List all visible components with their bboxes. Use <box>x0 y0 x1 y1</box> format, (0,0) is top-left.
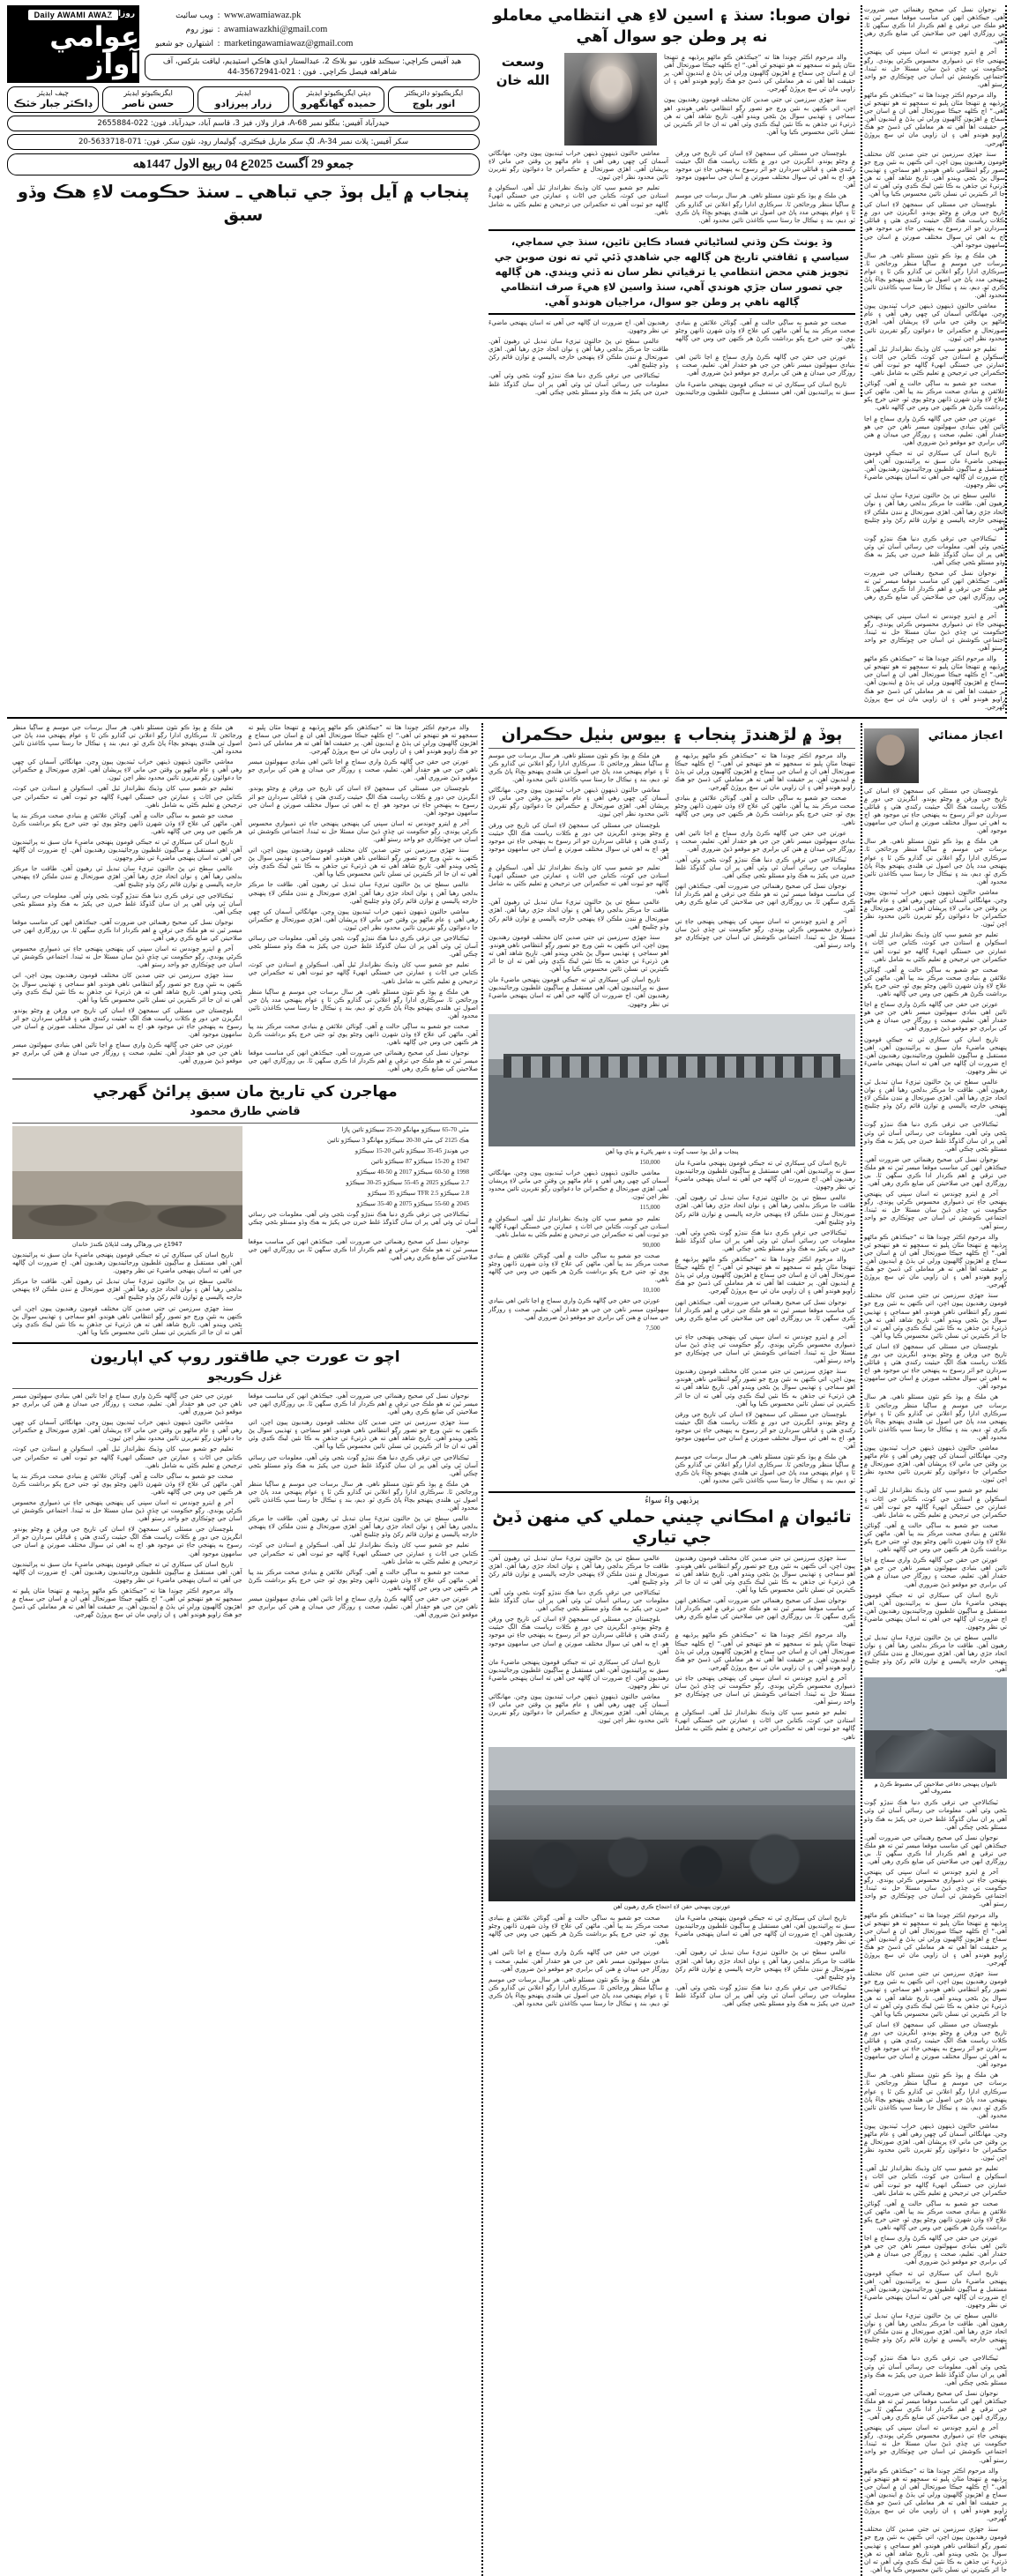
flood-photo <box>488 1014 855 1146</box>
women-body <box>12 1392 478 1621</box>
contact-colon: : <box>217 11 220 20</box>
contact-row <box>145 9 480 23</box>
migrants-byline: قاضي طارق محمود <box>190 1104 301 1118</box>
stat-value: 90,000 <box>642 1241 660 1249</box>
top-article-body: بلوچستان جي مسئلي کي سمجهڻ لاءِ اسان کي تاريخ جي ورقن ۾ وڃڻو پوندو. انگريزن جي دور ۾ ڪلات رياست هڪ الڳ حيثيت رکندي هئي ۽ قبائلي سردارن جو اثر رسوخ به پنهنجي جاءِ تي موجود هو. اڄ به اهي ئي سوال مختلف صورتن ۾ اسان جي سامهون موجود آهن. هن ملڪ ۾ ٻوڏ ڪو نئون مسئلو ناهي. هر سال برسات جي موسم ۾ ساڳيا منظر ورجائجن ٿا. سرڪاري ادارا رڳو اعلانن تي گذارو ڪن ٿا ۽ عوام پنهنجي مدد پاڻ جي اصول تي هلندي پنهنجو بچاءُ پاڻ ڪري ٿو. ڊيم، بند ۽ نيڪال جا رستا سڀ ڪاغذن تائين محدود آهن. معاشي حالتون ڏينهون ڏينهن خراب ٿينديون پيون وڃن. مهانگائي آسمان کي ڇهي رهي آهي ۽ عام ماڻهو ٻن وقتن جي ماني لاءِ پريشان آهي. اهڙي صورتحال ۾ حڪمرانن جا دعوائون رڳو تقريرن تائين محدود نظر اچن ٿيون. تعليم جو شعبو سڀ کان وڌيڪ نظرانداز ٿيل آهي. اسڪولن ۾ استادن جي کوٽ، ڪتابن جي اڻاٺ ۽ عمارتن جي خستگي انهيءَ ڳالهه جو ثبوت آهي ته حڪمرانن جي ترجيحن ۾ تعليم ڪٿي به شامل ناهي. <box>488 149 855 224</box>
taiwan-article <box>488 1497 855 2011</box>
editor-exec-director <box>388 86 480 113</box>
editor-role: ايڊيٽر <box>235 89 251 97</box>
office-hyderabad: حيدرآباد آفيس: بنگلو نمبر A-68، فراز ولاز، فيز 3، قاسم آباد، حيدرآباد. فون: 022-2655884 <box>7 116 480 131</box>
flood-article <box>12 723 478 1076</box>
punjab-text-col-3: تاريخ اسان کي سيکاري ٿي ته جيڪي قومون پنهنجي ماضيءَ مان سبق نه پرائينديون آهن، اهي مستقبل ۾ ساڳيون غلطيون ورجائينديون رهنديون آهن. اڄ ضرورت ان ڳالهه جي آهي ته اسان پنهنجي ماضيءَ تي نظر وجهون. عالمي سطح تي پڻ حالتون تيزيءَ سان تبديل ٿي رهيون آهن. طاقت جا مرڪز بدلجي رهيا آهن ۽ نوان اتحاد جڙي رهيا آهن. اهڙي صورتحال ۾ ننڍن ملڪن لاءِ پنهنجي خارجه پاليسي ۾ توازن قائم رکڻ وڏو چئلينج آهي. ٽيڪنالاجي جي ترقي ڪري دنيا هڪ ننڍڙو ڳوٺ بڻجي وئي آهي. معلومات جي رسائي آسان ٿي وئي آهي پر ان سان گڏوگڏ غلط خبرن جي پکيڙ به هڪ وڏو مسئلو بڻجي چڪي آهي. والد مرحوم اڪثر چوندا هئا ته ”جيڪڏهن ڪو ماڻهو پرڏيهه ۾ تنهنجا مٿان ڀليو ته سمجهو ته هو تنهنجو ئي آهي.“ اڄ ڪلهه جيڪا صورتحال آهي ان ۾ اسان جي سماج ۾ اهڙيون ڳالهيون ورلي ئي ٻڌڻ ۾ اينديون آهن. پر حقيقت اها آهي ته هر معاملي کي ڏسڻ جو هڪ زاويو هوندو آهي ۽ ان زاويي مان ئي سچ پروڙڻ گهرجي. نوجوان نسل کي صحيح رهنمائي جي ضرورت آهي. جيڪڏهن انهن کي مناسب موقعا ميسر ٿين ته هو ملڪ جي ترقي ۾ اهم ڪردار ادا ڪري سگهن ٿا. بي روزگاري انهن جي صلاحيتن کي ضايع ڪري رهي آهي. آخر ۾ ايترو چوندس ته اسان سڀني کي پنهنجي پنهنجي جاءِ تي ذميواري محسوس ڪرڻي پوندي. رڳو حڪومت تي ڇڏي ڏيڻ سان مسئلا حل نه ٿيندا. اجتماعي ڪوشش ئي اسان جي ڇوٽڪاري جو واحد رستو آهي. سنڌ جهڙي سرزمين تي جتي صدين کان مختلف قومون رهنديون پيون اچن، اتي ڪنهن به نئين ورڇ جو تصور رڳو انتظامي ناهي هوندو. اهو سماجي ۽ تهذيبي سوال پڻ بڻجي ويندو آهي. تاريخ شاهد آهي ته هن ڌرتيءَ تي جڏهن به ڪا نئين ليڪ ڪڍي وئي آهي ته ان جا اثر ڪيترين ئي نسلن تائين محسوس ڪيا ويا آهن. بلوچستان جي مسئلي کي سمجهڻ لاءِ اسان کي تاريخ جي ورقن ۾ وڃڻو پوندو. انگريزن جي دور ۾ ڪلات رياست هڪ الڳ حيثيت رکندي هئي ۽ قبائلي سردارن جو اثر رسوخ به پنهنجي جاءِ تي موجود هو. اڄ به اهي ئي سوال مختلف صورتن ۾ اسان جي سامهون موجود آهن. هن ملڪ ۾ ٻوڏ ڪو نئون مسئلو ناهي. هر سال برسات جي موسم ۾ ساڳيا منظر ورجائجن ٿا. سرڪاري ادارا رڳو اعلانن تي گذارو ڪن ٿا ۽ عوام پنهنجي مدد پاڻ جي اصول تي هلندي پنهنجو بچاءُ پاڻ ڪري ٿو. ڊيم، بند ۽ نيڪال جا رستا سڀ ڪاغذن تائين محدود آهن. <box>675 1159 855 1485</box>
top-article-byline <box>488 53 855 146</box>
editor-role: ايگزيڪيوٽو ايڊيٽر <box>123 89 173 97</box>
migrants-body <box>12 1126 478 1339</box>
stat-value: 150,000 <box>639 1159 660 1166</box>
pull-quote: وڌ يونٽ ڪن وڌني لساڻياتي فساد ڪاين تائين، سنڌ جي سماجي، سياسي ۽ ثقافتي تاريخ هن ڳالهه جي شاهدي ڏئي ٿي ته نون صوبن جي تجويز هتي محض انتظامي يا ترقياتي نظر سان نه ڏٺي ويندي. هن ڳالهه جي تصور سان جڙي هوندي آهي، سنڌ واسين لاءِ هيءَ صرف انتظامي ڳالهه ناهي پر وطن جو سوال، مراجيان هوندو آهي. <box>488 229 855 315</box>
taiwan-text-col-1: عالمي سطح تي پڻ حالتون تيزيءَ سان تبديل ٿي رهيون آهن. طاقت جا مرڪز بدلجي رهيا آهن ۽ نوان اتحاد جڙي رهيا آهن. اهڙي صورتحال ۾ ننڍن ملڪن لاءِ پنهنجي خارجه پاليسي ۾ توازن قائم رکڻ وڏو چئلينج آهي. ٽيڪنالاجي جي ترقي ڪري دنيا هڪ ننڍڙو ڳوٺ بڻجي وئي آهي. معلومات جي رسائي آسان ٿي وئي آهي پر ان سان گڏوگڏ غلط خبرن جي پکيڙ به هڪ وڏو مسئلو بڻجي چڪي آهي. بلوچستان جي مسئلي کي سمجهڻ لاءِ اسان کي تاريخ جي ورقن ۾ وڃڻو پوندو. انگريزن جي دور ۾ ڪلات رياست هڪ الڳ حيثيت رکندي هئي ۽ قبائلي سردارن جو اثر رسوخ به پنهنجي جاءِ تي موجود هو. اڄ به اهي ئي سوال مختلف صورتن ۾ اسان جي سامهون موجود آهن. تاريخ اسان کي سيکاري ٿي ته جيڪي قومون پنهنجي ماضيءَ مان سبق نه پرائينديون آهن، اهي مستقبل ۾ ساڳيون غلطيون ورجائينديون رهنديون آهن. اڄ ضرورت ان ڳالهه جي آهي ته اسان پنهنجي ماضيءَ تي نظر وجهون. معاشي حالتون ڏينهون ڏينهن خراب ٿينديون پيون وڃن. مهانگائي آسمان کي ڇهي رهي آهي ۽ عام ماڻهو ٻن وقتن جي ماني لاءِ پريشان آهي. اهڙي صورتحال ۾ حڪمرانن جا دعوائون رڳو تقريرن تائين محدود نظر اچن ٿيون. <box>488 1553 669 1725</box>
migrants-article <box>12 1082 478 1339</box>
author-name: وسعت الله خان <box>496 54 550 88</box>
taiwan-headline[interactable]: تائيوان ۾ امڪاني چيني حملي کي منهن ڏيڻ جي تياري <box>492 1506 852 1547</box>
crowd-photo-caption: عورتون پنهنجي حقن لاءِ احتجاج ڪري رهيون آهن <box>613 1902 731 1910</box>
migrants-photo-caption: 1947ع جي ورهاڱي وقت لڏپلاڻ ڪندڙ خاندان <box>71 1240 183 1248</box>
migrants-left-col <box>12 1126 242 1339</box>
taiwan-body <box>488 1554 855 1743</box>
contact-value[interactable]: awamiawazkhi@gmail.com <box>224 25 328 34</box>
women-text-col-1: عورتن جي حقن جي ڳالهه ڪرڻ واري سماج ۾ اڃا تائين اهي بنيادي سهولتون ميسر ناهن جن جي هو حقدار آهن. تعليم، صحت ۽ روزگار جي ميدان ۾ هنن کي برابري جو موقعو ڏيڻ ضروري آهي. معاشي حالتون ڏينهون ڏينهن خراب ٿينديون پيون وڃن. مهانگائي آسمان کي ڇهي رهي آهي ۽ عام ماڻهو ٻن وقتن جي ماني لاءِ پريشان آهي. اهڙي صورتحال ۾ حڪمرانن جا دعوائون رڳو تقريرن تائين محدود نظر اچن ٿيون. تعليم جو شعبو سڀ کان وڌيڪ نظرانداز ٿيل آهي. اسڪولن ۾ استادن جي کوٽ، ڪتابن جي اڻاٺ ۽ عمارتن جي خستگي انهيءَ ڳالهه جو ثبوت آهي ته حڪمرانن جي ترجيحن ۾ تعليم ڪٿي به شامل ناهي. صحت جو شعبو به ساڳي حالت ۾ آهي. ڳوٺاڻن علائقن ۾ بنيادي صحت مرڪز بند پيا آهن. ماڻهن کي علاج لاءِ وڏن شهرن ڏانهن وڃڻو پوي ٿو، جتي خرچ پکو برداشت ڪرڻ هر ڪنهن جي وس جي ڳالهه ناهي. آخر ۾ ايترو چوندس ته اسان سڀني کي پنهنجي پنهنجي جاءِ تي ذميواري محسوس ڪرڻي پوندي. رڳو حڪومت تي ڇڏي ڏيڻ سان مسئلا حل نه ٿيندا. اجتماعي ڪوشش ئي اسان جي ڇوٽڪاري جو واحد رستو آهي. بلوچستان جي مسئلي کي سمجهڻ لاءِ اسان کي تاريخ جي ورقن ۾ وڃڻو پوندو. انگريزن جي دور ۾ ڪلات رياست هڪ الڳ حيثيت رکندي هئي ۽ قبائلي سردارن جو اثر رسوخ به پنهنجي جاءِ تي موجود هو. اڄ به اهي ئي سوال مختلف صورتن ۾ اسان جي سامهون موجود آهن. تاريخ اسان کي سيکاري ٿي ته جيڪي قومون پنهنجي ماضيءَ مان سبق نه پرائينديون آهن، اهي مستقبل ۾ ساڳيون غلطيون ورجائينديون رهنديون آهن. اڄ ضرورت ان ڳالهه جي آهي ته اسان پنهنجي ماضيءَ تي نظر وجهون. والد مرحوم اڪثر چوندا هئا ته ”جيڪڏهن ڪو ماڻهو پرڏيهه ۾ تنهنجا مٿان ڀليو ته سمجهو ته هو تنهنجو ئي آهي.“ اڄ ڪلهه جيڪا صورتحال آهي ان ۾ اسان جي سماج ۾ اهڙيون ڳالهيون ورلي ئي ٻڌڻ ۾ اينديون آهن. پر حقيقت اها آهي ته هر معاملي کي ڏسڻ جو هڪ زاويو هوندو آهي ۽ ان زاويي مان ئي سچ پروڙڻ گهرجي. <box>12 1391 242 1619</box>
editor-role: ايگزيڪيوٽو ڊائريڪٽر <box>404 89 464 97</box>
women-byline: غزل ڪوريجو <box>207 1370 283 1384</box>
flood-text-col-2: والد مرحوم اڪثر چوندا هئا ته ”جيڪڏهن ڪو ماڻهو پرڏيهه ۾ تنهنجا مٿان ڀليو ته سمجهو ته هو تنهنجو ئي آهي.“ اڄ ڪلهه جيڪا صورتحال آهي ان ۾ اسان جي سماج ۾ اهڙيون ڳالهيون ورلي ئي ٻڌڻ ۾ اينديون آهن. پر حقيقت اها آهي ته هر معاملي کي ڏسڻ جو هڪ زاويو هوندو آهي ۽ ان زاويي مان ئي سچ پروڙڻ گهرجي. عورتن جي حقن جي ڳالهه ڪرڻ واري سماج ۾ اڃا تائين اهي بنيادي سهولتون ميسر ناهن جن جي هو حقدار آهن. تعليم، صحت ۽ روزگار جي ميدان ۾ هنن کي برابري جو موقعو ڏيڻ ضروري آهي. بلوچستان جي مسئلي کي سمجهڻ لاءِ اسان کي تاريخ جي ورقن ۾ وڃڻو پوندو. انگريزن جي دور ۾ ڪلات رياست هڪ الڳ حيثيت رکندي هئي ۽ قبائلي سردارن جو اثر رسوخ به پنهنجي جاءِ تي موجود هو. اڄ به اهي ئي سوال مختلف صورتن ۾ اسان جي سامهون موجود آهن. آخر ۾ ايترو چوندس ته اسان سڀني کي پنهنجي پنهنجي جاءِ تي ذميواري محسوس ڪرڻي پوندي. رڳو حڪومت تي ڇڏي ڏيڻ سان مسئلا حل نه ٿيندا. اجتماعي ڪوشش ئي اسان جي ڇوٽڪاري جو واحد رستو آهي. سنڌ جهڙي سرزمين تي جتي صدين کان مختلف قومون رهنديون پيون اچن، اتي ڪنهن به نئين ورڇ جو تصور رڳو انتظامي ناهي هوندو. اهو سماجي ۽ تهذيبي سوال پڻ بڻجي ويندو آهي. تاريخ شاهد آهي ته هن ڌرتيءَ تي جڏهن به ڪا نئين ليڪ ڪڍي وئي آهي ته ان جا اثر ڪيترين ئي نسلن تائين محسوس ڪيا ويا آهن. عالمي سطح تي پڻ حالتون تيزيءَ سان تبديل ٿي رهيون آهن. طاقت جا مرڪز بدلجي رهيا آهن ۽ نوان اتحاد جڙي رهيا آهن. اهڙي صورتحال ۾ ننڍن ملڪن لاءِ پنهنجي خارجه پاليسي ۾ توازن قائم رکڻ وڏو چئلينج آهي. معاشي حالتون ڏينهون ڏينهن خراب ٿينديون پيون وڃن. مهانگائي آسمان کي ڇهي رهي آهي ۽ عام ماڻهو ٻن وقتن جي ماني لاءِ پريشان آهي. اهڙي صورتحال ۾ حڪمرانن جا دعوائون رڳو تقريرن تائين محدود نظر اچن ٿيون. ٽيڪنالاجي جي ترقي ڪري دنيا هڪ ننڍڙو ڳوٺ بڻجي وئي آهي. معلومات جي رسائي آسان ٿي وئي آهي پر ان سان گڏوگڏ غلط خبرن جي پکيڙ به هڪ وڏو مسئلو بڻجي چڪي آهي. تعليم جو شعبو سڀ کان وڌيڪ نظرانداز ٿيل آهي. اسڪولن ۾ استادن جي کوٽ، ڪتابن جي اڻاٺ ۽ عمارتن جي خستگي انهيءَ ڳالهه جو ثبوت آهي ته حڪمرانن جي ترجيحن ۾ تعليم ڪٿي به شامل ناهي. هن ملڪ ۾ ٻوڏ ڪو نئون مسئلو ناهي. هر سال برسات جي موسم ۾ ساڳيا منظر ورجائجن ٿا. سرڪاري ادارا رڳو اعلانن تي گذارو ڪن ٿا ۽ عوام پنهنجي مدد پاڻ جي اصول تي هلندي پنهنجو بچاءُ پاڻ ڪري ٿو. ڊيم، بند ۽ نيڪال جا رستا سڀ ڪاغذن تائين محدود آهن. صحت جو شعبو به ساڳي حالت ۾ آهي. ڳوٺاڻن علائقن ۾ بنيادي صحت مرڪز بند پيا آهن. ماڻهن کي علاج لاءِ وڏن شهرن ڏانهن وڃڻو پوي ٿو، جتي خرچ پکو برداشت ڪرڻ هر ڪنهن جي وس جي ڳالهه ناهي. نوجوان نسل کي صحيح رهنمائي جي ضرورت آهي. جيڪڏهن انهن کي مناسب موقعا ميسر ٿين ته هو ملڪ جي ترقي ۾ اهم ڪردار ادا ڪري سگهن ٿا. بي روزگاري انهن جي صلاحيتن کي ضايع ڪري رهي آهي. <box>248 722 478 1073</box>
punjab-text-col-2: والد مرحوم اڪثر چوندا هئا ته ”جيڪڏهن ڪو ماڻهو پرڏيهه ۾ تنهنجا مٿان ڀليو ته سمجهو ته هو تنهنجو ئي آهي.“ اڄ ڪلهه جيڪا صورتحال آهي ان ۾ اسان جي سماج ۾ اهڙيون ڳالهيون ورلي ئي ٻڌڻ ۾ اينديون آهن. پر حقيقت اها آهي ته هر معاملي کي ڏسڻ جو هڪ زاويو هوندو آهي ۽ ان زاويي مان ئي سچ پروڙڻ گهرجي. صحت جو شعبو به ساڳي حالت ۾ آهي. ڳوٺاڻن علائقن ۾ بنيادي صحت مرڪز بند پيا آهن. ماڻهن کي علاج لاءِ وڏن شهرن ڏانهن وڃڻو پوي ٿو، جتي خرچ پکو برداشت ڪرڻ هر ڪنهن جي وس جي ڳالهه ناهي. عورتن جي حقن جي ڳالهه ڪرڻ واري سماج ۾ اڃا تائين اهي بنيادي سهولتون ميسر ناهن جن جي هو حقدار آهن. تعليم، صحت ۽ روزگار جي ميدان ۾ هنن کي برابري جو موقعو ڏيڻ ضروري آهي. ٽيڪنالاجي جي ترقي ڪري دنيا هڪ ننڍڙو ڳوٺ بڻجي وئي آهي. معلومات جي رسائي آسان ٿي وئي آهي پر ان سان گڏوگڏ غلط خبرن جي پکيڙ به هڪ وڏو مسئلو بڻجي چڪي آهي. نوجوان نسل کي صحيح رهنمائي جي ضرورت آهي. جيڪڏهن انهن کي مناسب موقعا ميسر ٿين ته هو ملڪ جي ترقي ۾ اهم ڪردار ادا ڪري سگهن ٿا. بي روزگاري انهن جي صلاحيتن کي ضايع ڪري رهي آهي. آخر ۾ ايترو چوندس ته اسان سڀني کي پنهنجي پنهنجي جاءِ تي ذميواري محسوس ڪرڻي پوندي. رڳو حڪومت تي ڇڏي ڏيڻ سان مسئلا حل نه ٿيندا. اجتماعي ڪوشش ئي اسان جي ڇوٽڪاري جو واحد رستو آهي. <box>675 750 855 949</box>
taiwan-text-col-3: صحت جو شعبو به ساڳي حالت ۾ آهي. ڳوٺاڻن علائقن ۾ بنيادي صحت مرڪز بند پيا آهن. ماڻهن کي علاج لاءِ وڏن شهرن ڏانهن وڃڻو پوي ٿو، جتي خرچ پکو برداشت ڪرڻ هر ڪنهن جي وس جي ڳالهه ناهي. عورتن جي حقن جي ڳالهه ڪرڻ واري سماج ۾ اڃا تائين اهي بنيادي سهولتون ميسر ناهن جن جي هو حقدار آهن. تعليم، صحت ۽ روزگار جي ميدان ۾ هنن کي برابري جو موقعو ڏيڻ ضروري آهي. هن ملڪ ۾ ٻوڏ ڪو نئون مسئلو ناهي. هر سال برسات جي موسم ۾ ساڳيا منظر ورجائجن ٿا. سرڪاري ادارا رڳو اعلانن تي گذارو ڪن ٿا ۽ عوام پنهنجي مدد پاڻ جي اصول تي هلندي پنهنجو بچاءُ پاڻ ڪري ٿو. ڊيم، بند ۽ نيڪال جا رستا سڀ ڪاغذن تائين محدود آهن. <box>488 1914 669 2007</box>
editor-name: حسن ناصر <box>122 98 175 109</box>
contact-colon: : <box>217 40 220 49</box>
flood-text-col-1: هن ملڪ ۾ ٻوڏ ڪو نئون مسئلو ناهي. هر سال برسات جي موسم ۾ ساڳيا منظر ورجائجن ٿا. سرڪاري ادارا رڳو اعلانن تي گذارو ڪن ٿا ۽ عوام پنهنجي مدد پاڻ جي اصول تي هلندي پنهنجو بچاءُ پاڻ ڪري ٿو. ڊيم، بند ۽ نيڪال جا رستا سڀ ڪاغذن تائين محدود آهن. معاشي حالتون ڏينهون ڏينهن خراب ٿينديون پيون وڃن. مهانگائي آسمان کي ڇهي رهي آهي ۽ عام ماڻهو ٻن وقتن جي ماني لاءِ پريشان آهي. اهڙي صورتحال ۾ حڪمرانن جا دعوائون رڳو تقريرن تائين محدود نظر اچن ٿيون. تعليم جو شعبو سڀ کان وڌيڪ نظرانداز ٿيل آهي. اسڪولن ۾ استادن جي کوٽ، ڪتابن جي اڻاٺ ۽ عمارتن جي خستگي انهيءَ ڳالهه جو ثبوت آهي ته حڪمرانن جي ترجيحن ۾ تعليم ڪٿي به شامل ناهي. صحت جو شعبو به ساڳي حالت ۾ آهي. ڳوٺاڻن علائقن ۾ بنيادي صحت مرڪز بند پيا آهن. ماڻهن کي علاج لاءِ وڏن شهرن ڏانهن وڃڻو پوي ٿو، جتي خرچ پکو برداشت ڪرڻ هر ڪنهن جي وس جي ڳالهه ناهي. تاريخ اسان کي سيکاري ٿي ته جيڪي قومون پنهنجي ماضيءَ مان سبق نه پرائينديون آهن، اهي مستقبل ۾ ساڳيون غلطيون ورجائينديون رهنديون آهن. اڄ ضرورت ان ڳالهه جي آهي ته اسان پنهنجي ماضيءَ تي نظر وجهون. عالمي سطح تي پڻ حالتون تيزيءَ سان تبديل ٿي رهيون آهن. طاقت جا مرڪز بدلجي رهيا آهن ۽ نوان اتحاد جڙي رهيا آهن. اهڙي صورتحال ۾ ننڍن ملڪن لاءِ پنهنجي خارجه پاليسي ۾ توازن قائم رکڻ وڏو چئلينج آهي. ٽيڪنالاجي جي ترقي ڪري دنيا هڪ ننڍڙو ڳوٺ بڻجي وئي آهي. معلومات جي رسائي آسان ٿي وئي آهي پر ان سان گڏوگڏ غلط خبرن جي پکيڙ به هڪ وڏو مسئلو بڻجي چڪي آهي. نوجوان نسل کي صحيح رهنمائي جي ضرورت آهي. جيڪڏهن انهن کي مناسب موقعا ميسر ٿين ته هو ملڪ جي ترقي ۾ اهم ڪردار ادا ڪري سگهن ٿا. بي روزگاري انهن جي صلاحيتن کي ضايع ڪري رهي آهي. آخر ۾ ايترو چوندس ته اسان سڀني کي پنهنجي پنهنجي جاءِ تي ذميواري محسوس ڪرڻي پوندي. رڳو حڪومت تي ڇڏي ڏيڻ سان مسئلا حل نه ٿيندا. اجتماعي ڪوشش ئي اسان جي ڇوٽڪاري جو واحد رستو آهي. سنڌ جهڙي سرزمين تي جتي صدين کان مختلف قومون رهنديون پيون اچن، اتي ڪنهن به نئين ورڇ جو تصور رڳو انتظامي ناهي هوندو. اهو سماجي ۽ تهذيبي سوال پڻ بڻجي ويندو آهي. تاريخ شاهد آهي ته هن ڌرتيءَ تي جڏهن به ڪا نئين ليڪ ڪڍي وئي آهي ته ان جا اثر ڪيترين ئي نسلن تائين محسوس ڪيا ويا آهن. بلوچستان جي مسئلي کي سمجهڻ لاءِ اسان کي تاريخ جي ورقن ۾ وڃڻو پوندو. انگريزن جي دور ۾ ڪلات رياست هڪ الڳ حيثيت رکندي هئي ۽ قبائلي سردارن جو اثر رسوخ به پنهنجي جاءِ تي موجود هو. اڄ به اهي ئي سوال مختلف صورتن ۾ اسان جي سامهون موجود آهن. عورتن جي حقن جي ڳالهه ڪرڻ واري سماج ۾ اڃا تائين اهي بنيادي سهولتون ميسر ناهن جن جي هو حقدار آهن. تعليم، صحت ۽ روزگار جي ميدان ۾ هنن کي برابري جو موقعو ڏيڻ ضروري آهي. <box>12 722 242 1065</box>
left-top-text: نوجوان نسل کي صحيح رهنمائي جي ضرورت آهي. جيڪڏهن انهن کي مناسب موقعا ميسر ٿين ته هو ملڪ جي ترقي ۾ اهم ڪردار ادا ڪري سگهن ٿا. بي روزگاري انهن جي صلاحيتن کي ضايع ڪري رهي آهي. آخر ۾ ايترو چوندس ته اسان سڀني کي پنهنجي پنهنجي جاءِ تي ذميواري محسوس ڪرڻي پوندي. رڳو حڪومت تي ڇڏي ڏيڻ سان مسئلا حل نه ٿيندا. اجتماعي ڪوشش ئي اسان جي ڇوٽڪاري جو واحد رستو آهي. والد مرحوم اڪثر چوندا هئا ته ”جيڪڏهن ڪو ماڻهو پرڏيهه ۾ تنهنجا مٿان ڀليو ته سمجهو ته هو تنهنجو ئي آهي.“ اڄ ڪلهه جيڪا صورتحال آهي ان ۾ اسان جي سماج ۾ اهڙيون ڳالهيون ورلي ئي ٻڌڻ ۾ اينديون آهن. پر حقيقت اها آهي ته هر معاملي کي ڏسڻ جو هڪ زاويو هوندو آهي ۽ ان زاويي مان ئي سچ پروڙڻ گهرجي. سنڌ جهڙي سرزمين تي جتي صدين کان مختلف قومون رهنديون پيون اچن، اتي ڪنهن به نئين ورڇ جو تصور رڳو انتظامي ناهي هوندو. اهو سماجي ۽ تهذيبي سوال پڻ بڻجي ويندو آهي. تاريخ شاهد آهي ته هن ڌرتيءَ تي جڏهن به ڪا نئين ليڪ ڪڍي وئي آهي ته ان جا اثر ڪيترين ئي نسلن تائين محسوس ڪيا ويا آهن. بلوچستان جي مسئلي کي سمجهڻ لاءِ اسان کي تاريخ جي ورقن ۾ وڃڻو پوندو. انگريزن جي دور ۾ ڪلات رياست هڪ الڳ حيثيت رکندي هئي ۽ قبائلي سردارن جو اثر رسوخ به پنهنجي جاءِ تي موجود هو. اڄ به اهي ئي سوال مختلف صورتن ۾ اسان جي سامهون موجود آهن. هن ملڪ ۾ ٻوڏ ڪو نئون مسئلو ناهي. هر سال برسات جي موسم ۾ ساڳيا منظر ورجائجن ٿا. سرڪاري ادارا رڳو اعلانن تي گذارو ڪن ٿا ۽ عوام پنهنجي مدد پاڻ جي اصول تي هلندي پنهنجو بچاءُ پاڻ ڪري ٿو. ڊيم، بند ۽ نيڪال جا رستا سڀ ڪاغذن تائين محدود آهن. معاشي حالتون ڏينهون ڏينهن خراب ٿينديون پيون وڃن. مهانگائي آسمان کي ڇهي رهي آهي ۽ عام ماڻهو ٻن وقتن جي ماني لاءِ پريشان آهي. اهڙي صورتحال ۾ حڪمرانن جا دعوائون رڳو تقريرن تائين محدود نظر اچن ٿيون. تعليم جو شعبو سڀ کان وڌيڪ نظرانداز ٿيل آهي. اسڪولن ۾ استادن جي کوٽ، ڪتابن جي اڻاٺ ۽ عمارتن جي خستگي انهيءَ ڳالهه جو ثبوت آهي ته حڪمرانن جي ترجيحن ۾ تعليم ڪٿي به شامل ناهي. صحت جو شعبو به ساڳي حالت ۾ آهي. ڳوٺاڻن علائقن ۾ بنيادي صحت مرڪز بند پيا آهن. ماڻهن کي علاج لاءِ وڏن شهرن ڏانهن وڃڻو پوي ٿو، جتي خرچ پکو برداشت ڪرڻ هر ڪنهن جي وس جي ڳالهه ناهي. عورتن جي حقن جي ڳالهه ڪرڻ واري سماج ۾ اڃا تائين اهي بنيادي سهولتون ميسر ناهن جن جي هو حقدار آهن. تعليم، صحت ۽ روزگار جي ميدان ۾ هنن کي برابري جو موقعو ڏيڻ ضروري آهي. تاريخ اسان کي سيکاري ٿي ته جيڪي قومون پنهنجي ماضيءَ مان سبق نه پرائينديون آهن، اهي مستقبل ۾ ساڳيون غلطيون ورجائينديون رهنديون آهن. اڄ ضرورت ان ڳالهه جي آهي ته اسان پنهنجي ماضيءَ تي نظر وجهون. عالمي سطح تي پڻ حالتون تيزيءَ سان تبديل ٿي رهيون آهن. طاقت جا مرڪز بدلجي رهيا آهن ۽ نوان اتحاد جڙي رهيا آهن. اهڙي صورتحال ۾ ننڍن ملڪن لاءِ پنهنجي خارجه پاليسي ۾ توازن قائم رکڻ وڏو چئلينج آهي. ٽيڪنالاجي جي ترقي ڪري دنيا هڪ ننڍڙو ڳوٺ بڻجي وئي آهي. معلومات جي رسائي آسان ٿي وئي آهي پر ان سان گڏوگڏ غلط خبرن جي پکيڙ به هڪ وڏو مسئلو بڻجي چڪي آهي. نوجوان نسل کي صحيح رهنمائي جي ضرورت آهي. جيڪڏهن انهن کي مناسب موقعا ميسر ٿين ته هو ملڪ جي ترقي ۾ اهم ڪردار ادا ڪري سگهن ٿا. بي روزگاري انهن جي صلاحيتن کي ضايع ڪري رهي آهي. آخر ۾ ايترو چوندس ته اسان سڀني کي پنهنجي پنهنجي جاءِ تي ذميواري محسوس ڪرڻي پوندي. رڳو حڪومت تي ڇڏي ڏيڻ سان مسئلا حل نه ٿيندا. اجتماعي ڪوشش ئي اسان جي ڇوٽڪاري جو واحد رستو آهي. والد مرحوم اڪثر چوندا هئا ته ”جيڪڏهن ڪو ماڻهو پرڏيهه ۾ تنهنجا مٿان ڀليو ته سمجهو ته هو تنهنجو ئي آهي.“ اڄ ڪلهه جيڪا صورتحال آهي ان ۾ اسان جي سماج ۾ اهڙيون ڳالهيون ورلي ئي ٻڌڻ ۾ اينديون آهن. پر حقيقت اها آهي ته هر معاملي کي ڏسڻ جو هڪ زاويو هوندو آهي ۽ ان زاويي مان ئي سچ پروڙڻ گهرجي. <box>864 5 1005 711</box>
women-headline[interactable]: اچو ت عورت جي طاقتور روپ کي اپاريون <box>90 1348 400 1366</box>
missile-photo <box>864 1677 1007 1779</box>
stat-value: 10,100 <box>642 1287 660 1295</box>
editor-chief <box>7 86 99 113</box>
taiwan-text-col-2: سنڌ جهڙي سرزمين تي جتي صدين کان مختلف قومون رهنديون پيون اچن، اتي ڪنهن به نئين ورڇ جو تصور رڳو انتظامي ناهي هوندو. اهو سماجي ۽ تهذيبي سوال پڻ بڻجي ويندو آهي. تاريخ شاهد آهي ته هن ڌرتيءَ تي جڏهن به ڪا نئين ليڪ ڪڍي وئي آهي ته ان جا اثر ڪيترين ئي نسلن تائين محسوس ڪيا ويا آهن. نوجوان نسل کي صحيح رهنمائي جي ضرورت آهي. جيڪڏهن انهن کي مناسب موقعا ميسر ٿين ته هو ملڪ جي ترقي ۾ اهم ڪردار ادا ڪري سگهن ٿا. بي روزگاري انهن جي صلاحيتن کي ضايع ڪري رهي آهي. والد مرحوم اڪثر چوندا هئا ته ”جيڪڏهن ڪو ماڻهو پرڏيهه ۾ تنهنجا مٿان ڀليو ته سمجهو ته هو تنهنجو ئي آهي.“ اڄ ڪلهه جيڪا صورتحال آهي ان ۾ اسان جي سماج ۾ اهڙيون ڳالهيون ورلي ئي ٻڌڻ ۾ اينديون آهن. پر حقيقت اها آهي ته هر معاملي کي ڏسڻ جو هڪ زاويو هوندو آهي ۽ ان زاويي مان ئي سچ پروڙڻ گهرجي. آخر ۾ ايترو چوندس ته اسان سڀني کي پنهنجي پنهنجي جاءِ تي ذميواري محسوس ڪرڻي پوندي. رڳو حڪومت تي ڇڏي ڏيڻ سان مسئلا حل نه ٿيندا. اجتماعي ڪوشش ئي اسان جي ڇوٽڪاري جو واحد رستو آهي. تعليم جو شعبو سڀ کان وڌيڪ نظرانداز ٿيل آهي. اسڪولن ۾ استادن جي کوٽ، ڪتابن جي اڻاٺ ۽ عمارتن جي خستگي انهيءَ ڳالهه جو ثبوت آهي ته حڪمرانن جي ترجيحن ۾ تعليم ڪٿي به شامل ناهي. <box>675 1553 855 1741</box>
punjab-author <box>864 728 919 783</box>
taiwan-text-col-4: تاريخ اسان کي سيکاري ٿي ته جيڪي قومون پنهنجي ماضيءَ مان سبق نه پرائينديون آهن، اهي مستقبل ۾ ساڳيون غلطيون ورجائينديون رهنديون آهن. اڄ ضرورت ان ڳالهه جي آهي ته اسان پنهنجي ماضيءَ تي نظر وجهون. عالمي سطح تي پڻ حالتون تيزيءَ سان تبديل ٿي رهيون آهن. طاقت جا مرڪز بدلجي رهيا آهن ۽ نوان اتحاد جڙي رهيا آهن. اهڙي صورتحال ۾ ننڍن ملڪن لاءِ پنهنجي خارجه پاليسي ۾ توازن قائم رکڻ وڏو چئلينج آهي. ٽيڪنالاجي جي ترقي ڪري دنيا هڪ ننڍڙو ڳوٺ بڻجي وئي آهي. معلومات جي رسائي آسان ٿي وئي آهي پر ان سان گڏوگڏ غلط خبرن جي پکيڙ به هڪ وڏو مسئلو بڻجي چڪي آهي. <box>675 1914 855 2007</box>
punjab-headline-rule <box>488 748 855 749</box>
contact-row <box>145 37 480 51</box>
contact-value[interactable]: marketingawamiawaz@gmail.com <box>224 39 354 49</box>
paper-name-en: Daily AWAMI AWAZ <box>28 10 119 20</box>
punjab-headline[interactable]: ٻوڏ ۾ لڙهندڙ پنجاب ۽ بيوس بٺيل حڪمران <box>501 724 843 744</box>
editor-name: حميده گهانگهرو <box>301 98 377 109</box>
contact-colon: : <box>217 26 220 34</box>
middle-zone <box>483 723 862 2576</box>
top-article-headline[interactable]: نوان صوبا: سنڌ ۽ اسين لاءِ هي انتظامي معاملو نه پر وطن جو سوال آهي <box>493 7 851 46</box>
main-grid <box>7 723 1007 2576</box>
byline-rule <box>12 1123 478 1124</box>
punjab-author-photo <box>864 728 919 783</box>
contact-row <box>145 23 480 37</box>
lead-headline[interactable]: پنجاب ۾ آيل ٻوڏ جي تباهي ـ سنڌ حڪومت لاءِ هڪ وڏو سبق <box>17 182 470 225</box>
women-byline-rule <box>12 1388 478 1389</box>
left-zone-text-2: ٽيڪنالاجي جي ترقي ڪري دنيا هڪ ننڍڙو ڳوٺ بڻجي وئي آهي. معلومات جي رسائي آسان ٿي وئي آهي پر ان سان گڏوگڏ غلط خبرن جي پکيڙ به هڪ وڏو مسئلو بڻجي چڪي آهي. نوجوان نسل کي صحيح رهنمائي جي ضرورت آهي. جيڪڏهن انهن کي مناسب موقعا ميسر ٿين ته هو ملڪ جي ترقي ۾ اهم ڪردار ادا ڪري سگهن ٿا. بي روزگاري انهن جي صلاحيتن کي ضايع ڪري رهي آهي. آخر ۾ ايترو چوندس ته اسان سڀني کي پنهنجي پنهنجي جاءِ تي ذميواري محسوس ڪرڻي پوندي. رڳو حڪومت تي ڇڏي ڏيڻ سان مسئلا حل نه ٿيندا. اجتماعي ڪوشش ئي اسان جي ڇوٽڪاري جو واحد رستو آهي. والد مرحوم اڪثر چوندا هئا ته ”جيڪڏهن ڪو ماڻهو پرڏيهه ۾ تنهنجا مٿان ڀليو ته سمجهو ته هو تنهنجو ئي آهي.“ اڄ ڪلهه جيڪا صورتحال آهي ان ۾ اسان جي سماج ۾ اهڙيون ڳالهيون ورلي ئي ٻڌڻ ۾ اينديون آهن. پر حقيقت اها آهي ته هر معاملي کي ڏسڻ جو هڪ زاويو هوندو آهي ۽ ان زاويي مان ئي سچ پروڙڻ گهرجي. سنڌ جهڙي سرزمين تي جتي صدين کان مختلف قومون رهنديون پيون اچن، اتي ڪنهن به نئين ورڇ جو تصور رڳو انتظامي ناهي هوندو. اهو سماجي ۽ تهذيبي سوال پڻ بڻجي ويندو آهي. تاريخ شاهد آهي ته هن ڌرتيءَ تي جڏهن به ڪا نئين ليڪ ڪڍي وئي آهي ته ان جا اثر ڪيترين ئي نسلن تائين محسوس ڪيا ويا آهن. بلوچستان جي مسئلي کي سمجهڻ لاءِ اسان کي تاريخ جي ورقن ۾ وڃڻو پوندو. انگريزن جي دور ۾ ڪلات رياست هڪ الڳ حيثيت رکندي هئي ۽ قبائلي سردارن جو اثر رسوخ به پنهنجي جاءِ تي موجود هو. اڄ به اهي ئي سوال مختلف صورتن ۾ اسان جي سامهون موجود آهن. هن ملڪ ۾ ٻوڏ ڪو نئون مسئلو ناهي. هر سال برسات جي موسم ۾ ساڳيا منظر ورجائجن ٿا. سرڪاري ادارا رڳو اعلانن تي گذارو ڪن ٿا ۽ عوام پنهنجي مدد پاڻ جي اصول تي هلندي پنهنجو بچاءُ پاڻ ڪري ٿو. ڊيم، بند ۽ نيڪال جا رستا سڀ ڪاغذن تائين محدود آهن. معاشي حالتون ڏينهون ڏينهن خراب ٿينديون پيون وڃن. مهانگائي آسمان کي ڇهي رهي آهي ۽ عام ماڻهو ٻن وقتن جي ماني لاءِ پريشان آهي. اهڙي صورتحال ۾ حڪمرانن جا دعوائون رڳو تقريرن تائين محدود نظر اچن ٿيون. تعليم جو شعبو سڀ کان وڌيڪ نظرانداز ٿيل آهي. اسڪولن ۾ استادن جي کوٽ، ڪتابن جي اڻاٺ ۽ عمارتن جي خستگي انهيءَ ڳالهه جو ثبوت آهي ته حڪمرانن جي ترجيحن ۾ تعليم ڪٿي به شامل ناهي. صحت جو شعبو به ساڳي حالت ۾ آهي. ڳوٺاڻن علائقن ۾ بنيادي صحت مرڪز بند پيا آهن. ماڻهن کي علاج لاءِ وڏن شهرن ڏانهن وڃڻو پوي ٿو، جتي خرچ پکو برداشت ڪرڻ هر ڪنهن جي وس جي ڳالهه ناهي. عورتن جي حقن جي ڳالهه ڪرڻ واري سماج ۾ اڃا تائين اهي بنيادي سهولتون ميسر ناهن جن جي هو حقدار آهن. تعليم، صحت ۽ روزگار جي ميدان ۾ هنن کي برابري جو موقعو ڏيڻ ضروري آهي. تاريخ اسان کي سيکاري ٿي ته جيڪي قومون پنهنجي ماضيءَ مان سبق نه پرائينديون آهن، اهي مستقبل ۾ ساڳيون غلطيون ورجائينديون رهنديون آهن. اڄ ضرورت ان ڳالهه جي آهي ته اسان پنهنجي ماضيءَ تي نظر وجهون. عالمي سطح تي پڻ حالتون تيزيءَ سان تبديل ٿي رهيون آهن. طاقت جا مرڪز بدلجي رهيا آهن ۽ نوان اتحاد جڙي رهيا آهن. اهڙي صورتحال ۾ ننڍن ملڪن لاءِ پنهنجي خارجه پاليسي ۾ توازن قائم رکڻ وڏو چئلينج آهي. ٽيڪنالاجي جي ترقي ڪري دنيا هڪ ننڍڙو ڳوٺ بڻجي وئي آهي. معلومات جي رسائي آسان ٿي وئي آهي پر ان سان گڏوگڏ غلط خبرن جي پکيڙ به هڪ وڏو مسئلو بڻجي چڪي آهي. نوجوان نسل کي صحيح رهنمائي جي ضرورت آهي. جيڪڏهن انهن کي مناسب موقعا ميسر ٿين ته هو ملڪ جي ترقي ۾ اهم ڪردار ادا ڪري سگهن ٿا. بي روزگاري انهن جي صلاحيتن کي ضايع ڪري رهي آهي. آخر ۾ ايترو چوندس ته اسان سڀني کي پنهنجي پنهنجي جاءِ تي ذميواري محسوس ڪرڻي پوندي. رڳو حڪومت تي ڇڏي ڏيڻ سان مسئلا حل نه ٿيندا. اجتماعي ڪوشش ئي اسان جي ڇوٽڪاري جو واحد رستو آهي. والد مرحوم اڪثر چوندا هئا ته ”جيڪڏهن ڪو ماڻهو پرڏيهه ۾ تنهنجا مٿان ڀليو ته سمجهو ته هو تنهنجو ئي آهي.“ اڄ ڪلهه جيڪا صورتحال آهي ان ۾ اسان جي سماج ۾ اهڙيون ڳالهيون ورلي ئي ٻڌڻ ۾ اينديون آهن. پر حقيقت اها آهي ته هر معاملي کي ڏسڻ جو هڪ زاويو هوندو آهي ۽ ان زاويي مان ئي سچ پروڙڻ گهرجي. سنڌ جهڙي سرزمين تي جتي صدين کان مختلف قومون رهنديون پيون اچن، اتي ڪنهن به نئين ورڇ جو تصور رڳو انتظامي ناهي هوندو. اهو سماجي ۽ تهذيبي سوال پڻ بڻجي ويندو آهي. تاريخ شاهد آهي ته هن ڌرتيءَ تي جڏهن به ڪا نئين ليڪ ڪڍي وئي آهي ته ان جا اثر ڪيترين ئي نسلن تائين محسوس ڪيا ويا آهن. <box>864 1798 1007 2573</box>
dateline: جمعو 29 آگسٽ 2025ع 04 ربيع الاول 1447هه <box>7 153 480 175</box>
office-head: هيڊ آفيس ڪراچي: سيڪنڊ فلور، نيو بلاڪ 2، عبدالستار ايڌي هاڪي اسٽيڊيم، لياقت بئركس، آف شاهراهه فيصل ڪراچي۔ فون : 021-35672941-44 <box>145 54 480 80</box>
punjab-numbers-col: 150,000 معاشي حالتون ڏينهون ڏينهن خراب ٿينديون پيون وڃن. مهانگائي آسمان کي ڇهي رهي آهي ۽ عام ماڻهو ٻن وقتن جي ماني لاءِ پريشان آهي. اهڙي صورتحال ۾ حڪمرانن جا دعوائون رڳو تقريرن تائين محدود نظر اچن ٿيون. 115,000 تعليم جو شعبو سڀ کان وڌيڪ نظرانداز ٿيل آهي. اسڪولن ۾ استادن جي کوٽ، ڪتابن جي اڻاٺ ۽ عمارتن جي خستگي انهيءَ ڳالهه جو ثبوت آهي ته حڪمرانن جي ترجيحن ۾ تعليم ڪٿي به شامل ناهي. 90,000 صحت جو شعبو به ساڳي حالت ۾ آهي. ڳوٺاڻن علائقن ۾ بنيادي صحت مرڪز بند پيا آهن. ماڻهن کي علاج لاءِ وڏن شهرن ڏانهن وڃڻو پوي ٿو، جتي خرچ پکو برداشت ڪرڻ هر ڪنهن جي وس جي ڳالهه ناهي. 10,100 عورتن جي حقن جي ڳالهه ڪرڻ واري سماج ۾ اڃا تائين اهي بنيادي سهولتون ميسر ناهن جن جي هو حقدار آهن. تعليم، صحت ۽ روزگار جي ميدان ۾ هنن کي برابري جو موقعو ڏيڻ ضروري آهي. 7,500 <box>488 1159 669 1332</box>
author-photo <box>564 53 657 146</box>
top-article <box>483 5 862 397</box>
editor-name: ڊاڪٽر جبار خٽڪ <box>13 98 93 109</box>
section-divider-1 <box>7 717 1007 719</box>
contact-label: نيوز روم <box>185 26 213 34</box>
office-sukkur: سكر آفيس: پلاٽ نمبر A-34، لڳ سكر ماربل فيڪٽري، ڳوليمار روڊ، نئون سكر. فون: 071-5633718-20 <box>7 134 480 150</box>
contact-value[interactable]: www.awamiawaz.pk <box>224 11 302 20</box>
paper-logo <box>7 5 139 83</box>
section-divider-3 <box>12 1342 478 1344</box>
top-article-body-2: صحت جو شعبو به ساڳي حالت ۾ آهي. ڳوٺاڻن علائقن ۾ بنيادي صحت مرڪز بند پيا آهن. ماڻهن کي علاج لاءِ وڏن شهرن ڏانهن وڃڻو پوي ٿو، جتي خرچ پکو برداشت ڪرڻ هر ڪنهن جي وس جي ڳالهه ناهي. عورتن جي حقن جي ڳالهه ڪرڻ واري سماج ۾ اڃا تائين اهي بنيادي سهولتون ميسر ناهن جن جي هو حقدار آهن. تعليم، صحت ۽ روزگار جي ميدان ۾ هنن کي برابري جو موقعو ڏيڻ ضروري آهي. تاريخ اسان کي سيکاري ٿي ته جيڪي قومون پنهنجي ماضيءَ مان سبق نه پرائينديون آهن، اهي مستقبل ۾ ساڳيون غلطيون ورجائينديون رهنديون آهن. اڄ ضرورت ان ڳالهه جي آهي ته اسان پنهنجي ماضيءَ تي نظر وجهون. عالمي سطح تي پڻ حالتون تيزيءَ سان تبديل ٿي رهيون آهن. طاقت جا مرڪز بدلجي رهيا آهن ۽ نوان اتحاد جڙي رهيا آهن. اهڙي صورتحال ۾ ننڍن ملڪن لاءِ پنهنجي خارجه پاليسي ۾ توازن قائم رکڻ وڏو چئلينج آهي. ٽيڪنالاجي جي ترقي ڪري دنيا هڪ ننڍڙو ڳوٺ بڻجي وئي آهي. معلومات جي رسائي آسان ٿي وئي آهي پر ان سان گڏوگڏ غلط خبرن جي پکيڙ به هڪ وڏو مسئلو بڻجي چڪي آهي. <box>488 317 855 396</box>
editor-deputy-executive <box>293 86 384 113</box>
paper-frequency: روزاني <box>107 10 135 19</box>
stat-value: 7,500 <box>645 1324 660 1332</box>
punjab-byline-block <box>864 728 1007 783</box>
left-zone-text-1: بلوچستان جي مسئلي کي سمجهڻ لاءِ اسان کي تاريخ جي ورقن ۾ وڃڻو پوندو. انگريزن جي دور ۾ ڪلات رياست هڪ الڳ حيثيت رکندي هئي ۽ قبائلي سردارن جو اثر رسوخ به پنهنجي جاءِ تي موجود هو. اڄ به اهي ئي سوال مختلف صورتن ۾ اسان جي سامهون موجود آهن. هن ملڪ ۾ ٻوڏ ڪو نئون مسئلو ناهي. هر سال برسات جي موسم ۾ ساڳيا منظر ورجائجن ٿا. سرڪاري ادارا رڳو اعلانن تي گذارو ڪن ٿا ۽ عوام پنهنجي مدد پاڻ جي اصول تي هلندي پنهنجو بچاءُ پاڻ ڪري ٿو. ڊيم، بند ۽ نيڪال جا رستا سڀ ڪاغذن تائين محدود آهن. معاشي حالتون ڏينهون ڏينهن خراب ٿينديون پيون وڃن. مهانگائي آسمان کي ڇهي رهي آهي ۽ عام ماڻهو ٻن وقتن جي ماني لاءِ پريشان آهي. اهڙي صورتحال ۾ حڪمرانن جا دعوائون رڳو تقريرن تائين محدود نظر اچن ٿيون. تعليم جو شعبو سڀ کان وڌيڪ نظرانداز ٿيل آهي. اسڪولن ۾ استادن جي کوٽ، ڪتابن جي اڻاٺ ۽ عمارتن جي خستگي انهيءَ ڳالهه جو ثبوت آهي ته حڪمرانن جي ترجيحن ۾ تعليم ڪٿي به شامل ناهي. صحت جو شعبو به ساڳي حالت ۾ آهي. ڳوٺاڻن علائقن ۾ بنيادي صحت مرڪز بند پيا آهن. ماڻهن کي علاج لاءِ وڏن شهرن ڏانهن وڃڻو پوي ٿو، جتي خرچ پکو برداشت ڪرڻ هر ڪنهن جي وس جي ڳالهه ناهي. عورتن جي حقن جي ڳالهه ڪرڻ واري سماج ۾ اڃا تائين اهي بنيادي سهولتون ميسر ناهن جن جي هو حقدار آهن. تعليم، صحت ۽ روزگار جي ميدان ۾ هنن کي برابري جو موقعو ڏيڻ ضروري آهي. تاريخ اسان کي سيکاري ٿي ته جيڪي قومون پنهنجي ماضيءَ مان سبق نه پرائينديون آهن، اهي مستقبل ۾ ساڳيون غلطيون ورجائينديون رهنديون آهن. اڄ ضرورت ان ڳالهه جي آهي ته اسان پنهنجي ماضيءَ تي نظر وجهون. عالمي سطح تي پڻ حالتون تيزيءَ سان تبديل ٿي رهيون آهن. طاقت جا مرڪز بدلجي رهيا آهن ۽ نوان اتحاد جڙي رهيا آهن. اهڙي صورتحال ۾ ننڍن ملڪن لاءِ پنهنجي خارجه پاليسي ۾ توازن قائم رکڻ وڏو چئلينج آهي. ٽيڪنالاجي جي ترقي ڪري دنيا هڪ ننڍڙو ڳوٺ بڻجي وئي آهي. معلومات جي رسائي آسان ٿي وئي آهي پر ان سان گڏوگڏ غلط خبرن جي پکيڙ به هڪ وڏو مسئلو بڻجي چڪي آهي. نوجوان نسل کي صحيح رهنمائي جي ضرورت آهي. جيڪڏهن انهن کي مناسب موقعا ميسر ٿين ته هو ملڪ جي ترقي ۾ اهم ڪردار ادا ڪري سگهن ٿا. بي روزگاري انهن جي صلاحيتن کي ضايع ڪري رهي آهي. آخر ۾ ايترو چوندس ته اسان سڀني کي پنهنجي پنهنجي جاءِ تي ذميواري محسوس ڪرڻي پوندي. رڳو حڪومت تي ڇڏي ڏيڻ سان مسئلا حل نه ٿيندا. اجتماعي ڪوشش ئي اسان جي ڇوٽڪاري جو واحد رستو آهي. والد مرحوم اڪثر چوندا هئا ته ”جيڪڏهن ڪو ماڻهو پرڏيهه ۾ تنهنجا مٿان ڀليو ته سمجهو ته هو تنهنجو ئي آهي.“ اڄ ڪلهه جيڪا صورتحال آهي ان ۾ اسان جي سماج ۾ اهڙيون ڳالهيون ورلي ئي ٻڌڻ ۾ اينديون آهن. پر حقيقت اها آهي ته هر معاملي کي ڏسڻ جو هڪ زاويو هوندو آهي ۽ ان زاويي مان ئي سچ پروڙڻ گهرجي. سنڌ جهڙي سرزمين تي جتي صدين کان مختلف قومون رهنديون پيون اچن، اتي ڪنهن به نئين ورڇ جو تصور رڳو انتظامي ناهي هوندو. اهو سماجي ۽ تهذيبي سوال پڻ بڻجي ويندو آهي. تاريخ شاهد آهي ته هن ڌرتيءَ تي جڏهن به ڪا نئين ليڪ ڪڍي وئي آهي ته ان جا اثر ڪيترين ئي نسلن تائين محسوس ڪيا ويا آهن. بلوچستان جي مسئلي کي سمجهڻ لاءِ اسان کي تاريخ جي ورقن ۾ وڃڻو پوندو. انگريزن جي دور ۾ ڪلات رياست هڪ الڳ حيثيت رکندي هئي ۽ قبائلي سردارن جو اثر رسوخ به پنهنجي جاءِ تي موجود هو. اڄ به اهي ئي سوال مختلف صورتن ۾ اسان جي سامهون موجود آهن. هن ملڪ ۾ ٻوڏ ڪو نئون مسئلو ناهي. هر سال برسات جي موسم ۾ ساڳيا منظر ورجائجن ٿا. سرڪاري ادارا رڳو اعلانن تي گذارو ڪن ٿا ۽ عوام پنهنجي مدد پاڻ جي اصول تي هلندي پنهنجو بچاءُ پاڻ ڪري ٿو. ڊيم، بند ۽ نيڪال جا رستا سڀ ڪاغذن تائين محدود آهن. معاشي حالتون ڏينهون ڏينهن خراب ٿينديون پيون وڃن. مهانگائي آسمان کي ڇهي رهي آهي ۽ عام ماڻهو ٻن وقتن جي ماني لاءِ پريشان آهي. اهڙي صورتحال ۾ حڪمرانن جا دعوائون رڳو تقريرن تائين محدود نظر اچن ٿيون. تعليم جو شعبو سڀ کان وڌيڪ نظرانداز ٿيل آهي. اسڪولن ۾ استادن جي کوٽ، ڪتابن جي اڻاٺ ۽ عمارتن جي خستگي انهيءَ ڳالهه جو ثبوت آهي ته حڪمرانن جي ترجيحن ۾ تعليم ڪٿي به شامل ناهي. صحت جو شعبو به ساڳي حالت ۾ آهي. ڳوٺاڻن علائقن ۾ بنيادي صحت مرڪز بند پيا آهن. ماڻهن کي علاج لاءِ وڏن شهرن ڏانهن وڃڻو پوي ٿو، جتي خرچ پکو برداشت ڪرڻ هر ڪنهن جي وس جي ڳالهه ناهي. عورتن جي حقن جي ڳالهه ڪرڻ واري سماج ۾ اڃا تائين اهي بنيادي سهولتون ميسر ناهن جن جي هو حقدار آهن. تعليم، صحت ۽ روزگار جي ميدان ۾ هنن کي برابري جو موقعو ڏيڻ ضروري آهي. تاريخ اسان کي سيکاري ٿي ته جيڪي قومون پنهنجي ماضيءَ مان سبق نه پرائينديون آهن، اهي مستقبل ۾ ساڳيون غلطيون ورجائينديون رهنديون آهن. اڄ ضرورت ان ڳالهه جي آهي ته اسان پنهنجي ماضيءَ تي نظر وجهون. عالمي سطح تي پڻ حالتون تيزيءَ سان تبديل ٿي رهيون آهن. طاقت جا مرڪز بدلجي رهيا آهن ۽ نوان اتحاد جڙي رهيا آهن. اهڙي صورتحال ۾ ننڍن ملڪن لاءِ پنهنجي خارجه پاليسي ۾ توازن قائم رکڻ وڏو چئلينج آهي. <box>864 786 1007 1674</box>
editor-executive <box>102 86 194 113</box>
contact-label: ويب سائيٽ <box>175 11 213 20</box>
flood-photo-caption: پنجاب ۾ آيل ٻوڏ سبب ڳوٺ ۽ شهر پاڻيءَ ۾ ٻڏي ويا آهن <box>605 1147 739 1155</box>
punjab-body-2 <box>488 1159 855 1488</box>
stat-value: 115,000 <box>639 1204 660 1212</box>
left-top-column <box>862 5 1007 713</box>
punjab-text-col-1: هن ملڪ ۾ ٻوڏ ڪو نئون مسئلو ناهي. هر سال برسات جي موسم ۾ ساڳيا منظر ورجائجن ٿا. سرڪاري ادارا رڳو اعلانن تي گذارو ڪن ٿا ۽ عوام پنهنجي مدد پاڻ جي اصول تي هلندي پنهنجو بچاءُ پاڻ ڪري ٿو. ڊيم، بند ۽ نيڪال جا رستا سڀ ڪاغذن تائين محدود آهن. معاشي حالتون ڏينهون ڏينهن خراب ٿينديون پيون وڃن. مهانگائي آسمان کي ڇهي رهي آهي ۽ عام ماڻهو ٻن وقتن جي ماني لاءِ پريشان آهي. اهڙي صورتحال ۾ حڪمرانن جا دعوائون رڳو تقريرن تائين محدود نظر اچن ٿيون. بلوچستان جي مسئلي کي سمجهڻ لاءِ اسان کي تاريخ جي ورقن ۾ وڃڻو پوندو. انگريزن جي دور ۾ ڪلات رياست هڪ الڳ حيثيت رکندي هئي ۽ قبائلي سردارن جو اثر رسوخ به پنهنجي جاءِ تي موجود هو. اڄ به اهي ئي سوال مختلف صورتن ۾ اسان جي سامهون موجود آهن. تعليم جو شعبو سڀ کان وڌيڪ نظرانداز ٿيل آهي. اسڪولن ۾ استادن جي کوٽ، ڪتابن جي اڻاٺ ۽ عمارتن جي خستگي انهيءَ ڳالهه جو ثبوت آهي ته حڪمرانن جي ترجيحن ۾ تعليم ڪٿي به شامل ناهي. عالمي سطح تي پڻ حالتون تيزيءَ سان تبديل ٿي رهيون آهن. طاقت جا مرڪز بدلجي رهيا آهن ۽ نوان اتحاد جڙي رهيا آهن. اهڙي صورتحال ۾ ننڍن ملڪن لاءِ پنهنجي خارجه پاليسي ۾ توازن قائم رکڻ وڏو چئلينج آهي. سنڌ جهڙي سرزمين تي جتي صدين کان مختلف قومون رهنديون پيون اچن، اتي ڪنهن به نئين ورڇ جو تصور رڳو انتظامي ناهي هوندو. اهو سماجي ۽ تهذيبي سوال پڻ بڻجي ويندو آهي. تاريخ شاهد آهي ته هن ڌرتيءَ تي جڏهن به ڪا نئين ليڪ ڪڍي وئي آهي ته ان جا اثر ڪيترين ئي نسلن تائين محسوس ڪيا ويا آهن. تاريخ اسان کي سيکاري ٿي ته جيڪي قومون پنهنجي ماضيءَ مان سبق نه پرائينديون آهن، اهي مستقبل ۾ ساڳيون غلطيون ورجائينديون رهنديون آهن. اڄ ضرورت ان ڳالهه جي آهي ته اسان پنهنجي ماضيءَ تي نظر وجهون. <box>488 750 669 1008</box>
right-zone <box>7 723 483 2576</box>
missile-photo-caption: تائيوان پنهنجي دفاعي صلاحيتن کي مضبوط ڪرڻ ۾ مصروف آهي <box>874 1780 997 1795</box>
top-article-intro: والد مرحوم اڪثر چوندا هئا ته ”جيڪڏهن ڪو ماڻهو پرڏيهه ۾ تنهنجا مٿان ڀليو ته سمجهو ته هو تنهنجو ئي آهي.“ اڄ ڪلهه جيڪا صورتحال آهي ان ۾ اسان جي سماج ۾ اهڙيون ڳالهيون ورلي ئي ٻڌڻ ۾ اينديون آهن. پر حقيقت اها آهي ته هر معاملي کي ڏسڻ جو هڪ زاويو هوندو آهي ۽ ان زاويي مان ئي سچ پروڙڻ گهرجي. سنڌ جهڙي سرزمين تي جتي صدين کان مختلف قومون رهنديون پيون اچن، اتي ڪنهن به نئين ورڇ جو تصور رڳو انتظامي ناهي هوندو. اهو سماجي ۽ تهذيبي سوال پڻ بڻجي ويندو آهي. تاريخ شاهد آهي ته هن ڌرتيءَ تي جڏهن به ڪا نئين ليڪ ڪڍي وئي آهي ته ان جا اثر ڪيترين ئي نسلن تائين محسوس ڪيا ويا آهن. <box>664 53 855 136</box>
migrants-left-text: تاريخ اسان کي سيکاري ٿي ته جيڪي قومون پنهنجي ماضيءَ مان سبق نه پرائينديون آهن، اهي مستقبل ۾ ساڳيون غلطيون ورجائينديون رهنديون آهن. اڄ ضرورت ان ڳالهه جي آهي ته اسان پنهنجي ماضيءَ تي نظر وجهون. عالمي سطح تي پڻ حالتون تيزيءَ سان تبديل ٿي رهيون آهن. طاقت جا مرڪز بدلجي رهيا آهن ۽ نوان اتحاد جڙي رهيا آهن. اهڙي صورتحال ۾ ننڍن ملڪن لاءِ پنهنجي خارجه پاليسي ۾ توازن قائم رکڻ وڏو چئلينج آهي. سنڌ جهڙي سرزمين تي جتي صدين کان مختلف قومون رهنديون پيون اچن، اتي ڪنهن به نئين ورڇ جو تصور رڳو انتظامي ناهي هوندو. اهو سماجي ۽ تهذيبي سوال پڻ بڻجي ويندو آهي. تاريخ شاهد آهي ته هن ڌرتيءَ تي جڏهن به ڪا نئين ليڪ ڪڍي وئي آهي ته ان جا اثر ڪيترين ئي نسلن تائين محسوس ڪيا ويا آهن. <box>12 1250 242 1336</box>
masthead <box>7 5 483 227</box>
migrants-headline[interactable]: مهاجرن کي تاريخ مان سبق پرائڻ گهرجي <box>93 1082 398 1101</box>
editor-editor <box>198 86 289 113</box>
taiwan-kicker: پرڏيهي واءُ سواءُ <box>645 1496 699 1505</box>
editor-name: انور بلوچ <box>412 98 456 109</box>
editor-role: چيف ايڊيٽر <box>37 89 69 97</box>
migrants-stats-col: مٿي 70-65 سيڪڙو مهانگو 20-25 سيڪڙو تائين ڀاڙا هڪ 2125 کي مٿي 30-20 سيڪڙو مهانگو 3 سيڪڙو تائين جي هوندڙ 45-35 سيڪڙو تائين 20-15 سيڪڙو 1947 ۾ 20-15 سيڪڙو 87 سيڪڙو تائين 1998 ۾ 50-60 سيڪڙو 2017 ۾ 50-40 سيڪڙو 2.7 سيڪڙو 2025 ۾ 45-55 سيڪڙو 25-30 سيڪڙو 2.8 سيڪڙو TFR 2.5 سيڪڙو 35 سيڪڙو 2045 ۾ 60-55 سيڪڙو 2075 ۾ 40-35 سيڪڙو ٽيڪنالاجي جي ترقي ڪري دنيا هڪ ننڍڙو ڳوٺ بڻجي وئي آهي. معلومات جي رسائي آسان ٿي وئي آهي پر ان سان گڏوگڏ غلط خبرن جي پکيڙ به هڪ وڏو مسئلو بڻجي چڪي آهي. نوجوان نسل کي صحيح رهنمائي جي ضرورت آهي. جيڪڏهن انهن کي مناسب موقعا ميسر ٿين ته هو ملڪ جي ترقي ۾ اهم ڪردار ادا ڪري سگهن ٿا. بي روزگاري انهن جي صلاحيتن کي ضايع ڪري رهي آهي. <box>248 1125 478 1261</box>
top-section <box>7 5 1007 713</box>
contact-label: اشتهارن جو شعبو <box>155 40 213 49</box>
punjab-author-name: اعجاز ممنائي <box>928 728 1003 743</box>
taiwan-headline-rule <box>488 1550 855 1551</box>
section-divider-4 <box>488 1491 855 1493</box>
crowd-photo <box>488 1747 855 1901</box>
paper-name-sd: عوامي آواز <box>49 21 139 80</box>
editor-name: زرار پيرزادو <box>214 98 272 109</box>
contact-list <box>145 5 480 80</box>
punjab-body <box>488 751 855 1011</box>
migrants-photo <box>12 1126 242 1239</box>
editor-list <box>7 86 480 113</box>
left-zone <box>862 723 1007 2576</box>
women-text-col-2: نوجوان نسل کي صحيح رهنمائي جي ضرورت آهي. جيڪڏهن انهن کي مناسب موقعا ميسر ٿين ته هو ملڪ جي ترقي ۾ اهم ڪردار ادا ڪري سگهن ٿا. بي روزگاري انهن جي صلاحيتن کي ضايع ڪري رهي آهي. سنڌ جهڙي سرزمين تي جتي صدين کان مختلف قومون رهنديون پيون اچن، اتي ڪنهن به نئين ورڇ جو تصور رڳو انتظامي ناهي هوندو. اهو سماجي ۽ تهذيبي سوال پڻ بڻجي ويندو آهي. تاريخ شاهد آهي ته هن ڌرتيءَ تي جڏهن به ڪا نئين ليڪ ڪڍي وئي آهي ته ان جا اثر ڪيترين ئي نسلن تائين محسوس ڪيا ويا آهن. ٽيڪنالاجي جي ترقي ڪري دنيا هڪ ننڍڙو ڳوٺ بڻجي وئي آهي. معلومات جي رسائي آسان ٿي وئي آهي پر ان سان گڏوگڏ غلط خبرن جي پکيڙ به هڪ وڏو مسئلو بڻجي چڪي آهي. هن ملڪ ۾ ٻوڏ ڪو نئون مسئلو ناهي. هر سال برسات جي موسم ۾ ساڳيا منظر ورجائجن ٿا. سرڪاري ادارا رڳو اعلانن تي گذارو ڪن ٿا ۽ عوام پنهنجي مدد پاڻ جي اصول تي هلندي پنهنجو بچاءُ پاڻ ڪري ٿو. ڊيم، بند ۽ نيڪال جا رستا سڀ ڪاغذن تائين محدود آهن. عالمي سطح تي پڻ حالتون تيزيءَ سان تبديل ٿي رهيون آهن. طاقت جا مرڪز بدلجي رهيا آهن ۽ نوان اتحاد جڙي رهيا آهن. اهڙي صورتحال ۾ ننڍن ملڪن لاءِ پنهنجي خارجه پاليسي ۾ توازن قائم رکڻ وڏو چئلينج آهي. تعليم جو شعبو سڀ کان وڌيڪ نظرانداز ٿيل آهي. اسڪولن ۾ استادن جي کوٽ، ڪتابن جي اڻاٺ ۽ عمارتن جي خستگي انهيءَ ڳالهه جو ثبوت آهي ته حڪمرانن جي ترجيحن ۾ تعليم ڪٿي به شامل ناهي. صحت جو شعبو به ساڳي حالت ۾ آهي. ڳوٺاڻن علائقن ۾ بنيادي صحت مرڪز بند پيا آهن. ماڻهن کي علاج لاءِ وڏن شهرن ڏانهن وڃڻو پوي ٿو، جتي خرچ پکو برداشت ڪرڻ هر ڪنهن جي وس جي ڳالهه ناهي. عورتن جي حقن جي ڳالهه ڪرڻ واري سماج ۾ اڃا تائين اهي بنيادي سهولتون ميسر ناهن جن جي هو حقدار آهن. تعليم، صحت ۽ روزگار جي ميدان ۾ هنن کي برابري جو موقعو ڏيڻ ضروري آهي. <box>248 1391 478 1619</box>
women-article <box>12 1348 478 1621</box>
editor-role: ڊپٽي ايگزيڪيوٽو ايڊيٽر <box>306 89 371 97</box>
taiwan-body-2 <box>488 1914 855 2010</box>
